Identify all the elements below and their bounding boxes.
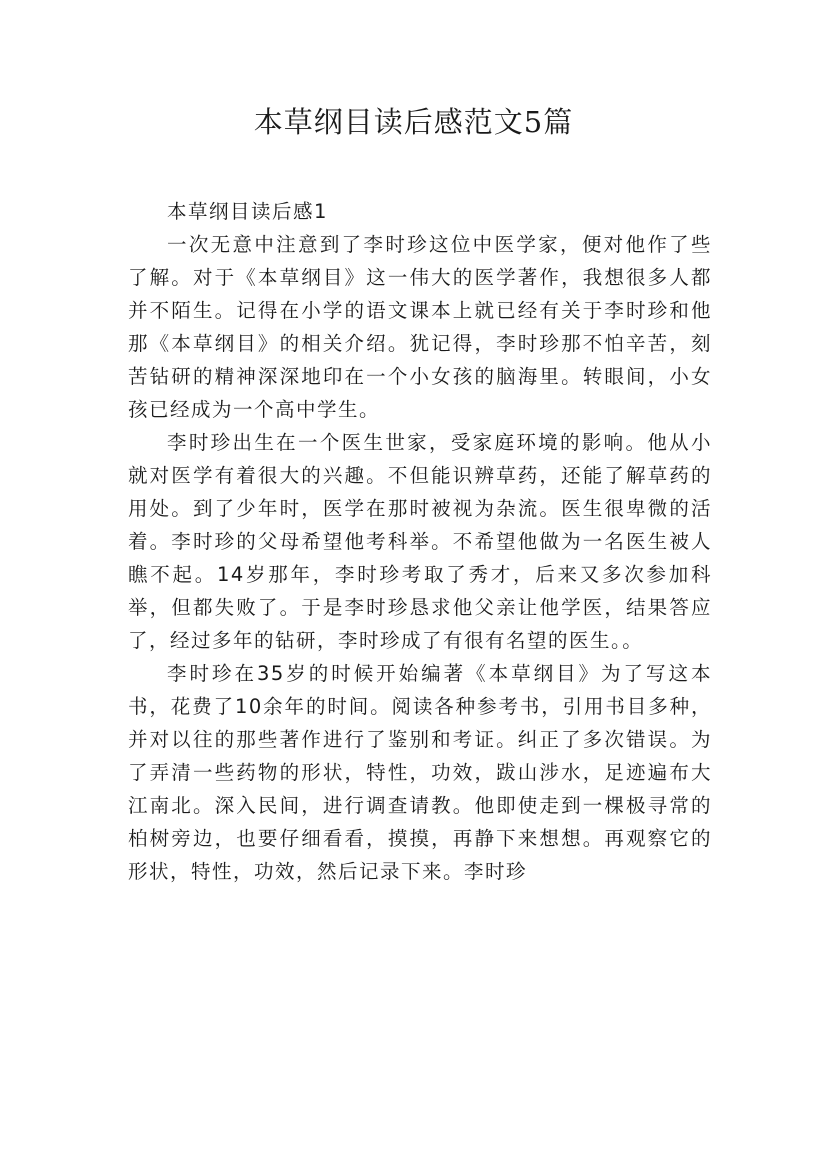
document-title: 本草纲目读后感范文5篇 xyxy=(253,105,574,139)
paragraph-3: 李时珍在35岁的时候开始编著《本草纲目》为了写这本书，花费了10余年的时间。阅读各种参考书，引用书目多种，并对以往的那些著作进行了鉴别和考证。纠正了多次错误。为了弄清一些药物的形状，特性，功效，跋山涉水，足迹遍布大江南北。深入民间，进行调查请教。他即使走到一棵极寻常的柏树旁边，也要仔细看看，摸摸，再静下来想想。再观察它的形状，特性，功效，然后记录下来。李时珍 xyxy=(128,662,712,883)
paragraph-1: 一次无意中注意到了李时珍这位中医学家，便对他作了些了解。对于《本草纲目》这一伟大的医学著作，我想很多人都并不陌生。记得在小学的语文课本上就已经有关于李时珍和他那《本草纲目》的相关介绍。犹记得，李时珍那不怕辛苦，刻苦钻研的精神深深地印在一个小女孩的脑海里。转眼间，小女孩已经成为一个高中学生。 xyxy=(128,233,712,421)
document-body xyxy=(128,195,712,888)
section-heading: 本草纲目读后感1 xyxy=(167,200,328,223)
paragraph-2: 李时珍出生在一个医生世家，受家庭环境的影响。他从小就对医学有着很大的兴趣。不但能识辨草药，还能了解草药的用处。到了少年时，医学在那时被视为杂流。医生很卑微的活着。李时珍的父母希望他考科举。不希望他做为一名医生被人瞧不起。14岁那年，李时珍考取了秀才，后来又多次参加科举，但都失败了。于是李时珍恳求他父亲让他学医，结果答应了，经过多年的钻研，李时珍成了有很有名望的医生。。 xyxy=(128,431,712,652)
